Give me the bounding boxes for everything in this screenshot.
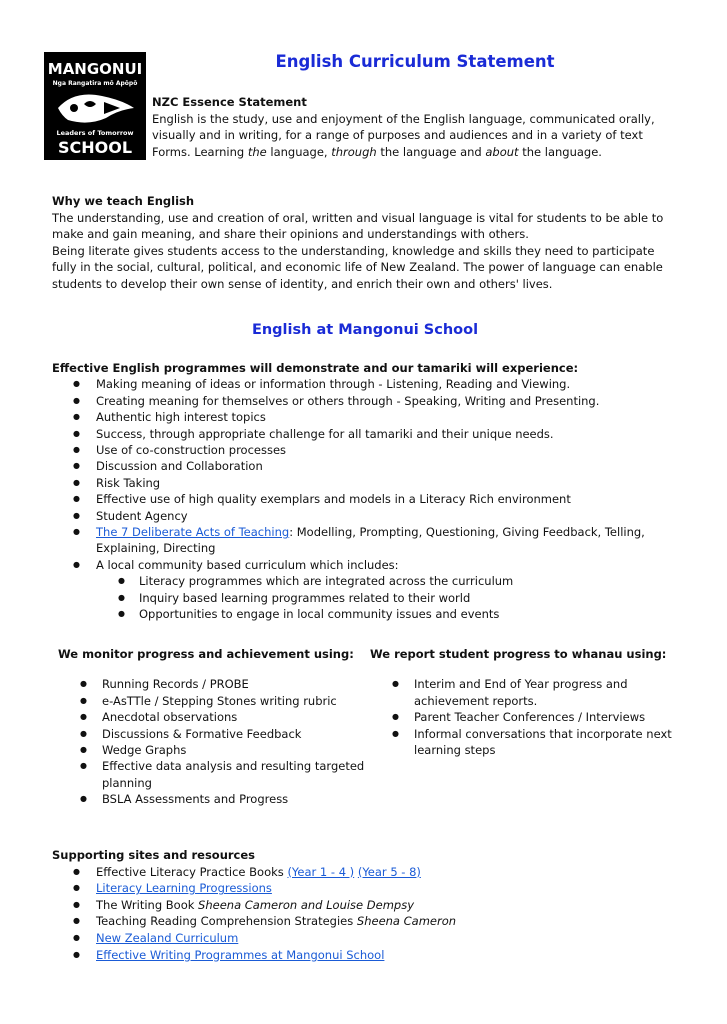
list-item-deliberate-acts: ● The 7 Deliberate Acts of Teaching: Modelling, Prompting, Questioning, Giving Feedback, Telling, Explaining, Directing xyxy=(52,524,692,557)
list-item xyxy=(52,880,692,897)
logo-text-leaders: Leaders of Tomorrow xyxy=(56,129,134,137)
why-heading: Why we teach English xyxy=(52,194,195,208)
list-item xyxy=(52,947,692,964)
writing-programmes-link[interactable]: Effective Writing Programmes at Mangonui School xyxy=(96,947,385,962)
list-item: ● Wedge Graphs xyxy=(58,742,368,758)
list-item: ● Anecdotal observations xyxy=(58,709,368,725)
why-section xyxy=(52,193,682,292)
essence-line-1: English is the study, use and enjoyment of the English language, communicated orally, xyxy=(152,111,655,126)
list-item: ● Parent Teacher Conferences / Interviews xyxy=(370,709,690,725)
list-item: ● Interim and End of Year progress and achievement reports. xyxy=(370,676,690,709)
list-item: ● Discussions & Formative Feedback xyxy=(58,726,368,742)
list-item: ● Effective use of high quality exemplars and models in a Literacy Rich environment xyxy=(52,491,692,507)
list-item-community: ● A local community based curriculum which includes: xyxy=(52,557,692,573)
list-item: ● The Writing Book Sheena Cameron and Louise Dempsy xyxy=(52,897,692,914)
literacy-progressions-link[interactable]: Literacy Learning Progressions xyxy=(96,881,272,896)
list-item: ● Discussion and Collaboration xyxy=(52,458,692,474)
page-title: English Curriculum Statement xyxy=(275,52,555,71)
list-item: ● Success, through appropriate challenge for all tamariki and their unique needs. xyxy=(52,426,692,442)
report-section xyxy=(370,646,690,758)
effective-list xyxy=(52,376,692,573)
why-paragraph-1: The understanding, use and creation of oral, written and visual language is vital for students to be able to make and gain meaning, and share their opinions and understandings with others. xyxy=(52,210,664,241)
nz-curriculum-link[interactable]: New Zealand Curriculum xyxy=(96,930,239,945)
logo-text-mangonui: MANGONUI xyxy=(47,60,143,78)
report-heading: We report student progress to whanau using: xyxy=(370,647,667,661)
community-sub-list xyxy=(52,573,692,622)
why-paragraph-2: Being literate gives students access to the understanding, knowledge and skills they need to participate fully in the social, cultural, political, and economic life of New Zealand. The power of language can enable students to develop their own sense of identity, and enrich their own and others' lives. xyxy=(52,243,663,291)
monitor-section xyxy=(58,646,368,808)
list-item: ● Effective data analysis and resulting targeted planning xyxy=(58,758,368,791)
list-item: ● Teaching Reading Comprehension Strategies Sheena Cameron xyxy=(52,913,692,930)
list-item: ● Creating meaning for themselves or others through - Speaking, Writing and Presenting. xyxy=(52,393,692,409)
list-item-practice-books: ● Effective Literacy Practice Books (Year 1 - 4 ) (Year 5 - 8) xyxy=(52,864,692,881)
report-list xyxy=(370,676,690,758)
deliberate-acts-link[interactable]: The 7 Deliberate Acts of Teaching xyxy=(96,525,290,540)
supporting-list xyxy=(52,864,692,964)
sub-list-item: ● Opportunities to engage in local community issues and events xyxy=(52,606,692,622)
essence-heading: NZC Essence Statement xyxy=(152,95,307,109)
monitor-heading: We monitor progress and achievement using: xyxy=(58,647,354,661)
sub-list-item: ● Inquiry based learning programmes related to their world xyxy=(52,590,692,606)
sub-list-item: ● Literacy programmes which are integrated across the curriculum xyxy=(52,573,692,589)
supporting-heading: Supporting sites and resources xyxy=(52,848,256,862)
monitor-list xyxy=(58,676,368,807)
list-item: ● e-AsTTle / Stepping Stones writing rubric xyxy=(58,693,368,709)
supporting-section xyxy=(52,847,692,963)
logo-text-school: SCHOOL xyxy=(57,138,133,157)
essence-line-3: Forms. Learning the language, through the language and about the language. xyxy=(152,144,602,159)
essence-line-2: visually and in writing, for a range of purposes and audiences and in a variety of text xyxy=(152,128,643,142)
year-1-4-link[interactable]: (Year 1 - 4 ) xyxy=(287,864,355,879)
section-title: English at Mangonui School xyxy=(251,322,479,338)
effective-heading: Effective English programmes will demonstrate and our tamariki will experience: xyxy=(52,361,579,375)
school-logo xyxy=(44,52,146,160)
list-item: ● Use of co-construction processes xyxy=(52,442,692,458)
effective-programmes xyxy=(52,360,692,623)
list-item: ● BSLA Assessments and Progress xyxy=(58,791,368,807)
fish-eye xyxy=(70,104,78,112)
list-item: ● Authentic high interest topics xyxy=(52,409,692,425)
list-item: ● Informal conversations that incorporate next learning steps xyxy=(370,726,690,759)
list-item: ● Making meaning of ideas or information through - Listening, Reading and Viewing. xyxy=(52,376,692,392)
list-item: ● Risk Taking xyxy=(52,475,692,491)
list-item: ● Student Agency xyxy=(52,508,692,524)
list-item xyxy=(52,930,692,947)
list-item: ● Running Records / PROBE xyxy=(58,676,368,692)
year-5-8-link[interactable]: (Year 5 - 8) xyxy=(357,864,421,879)
logo-text-maori: Nga Rangatira mō Apōpō xyxy=(52,80,138,87)
essence-statement xyxy=(152,94,692,160)
